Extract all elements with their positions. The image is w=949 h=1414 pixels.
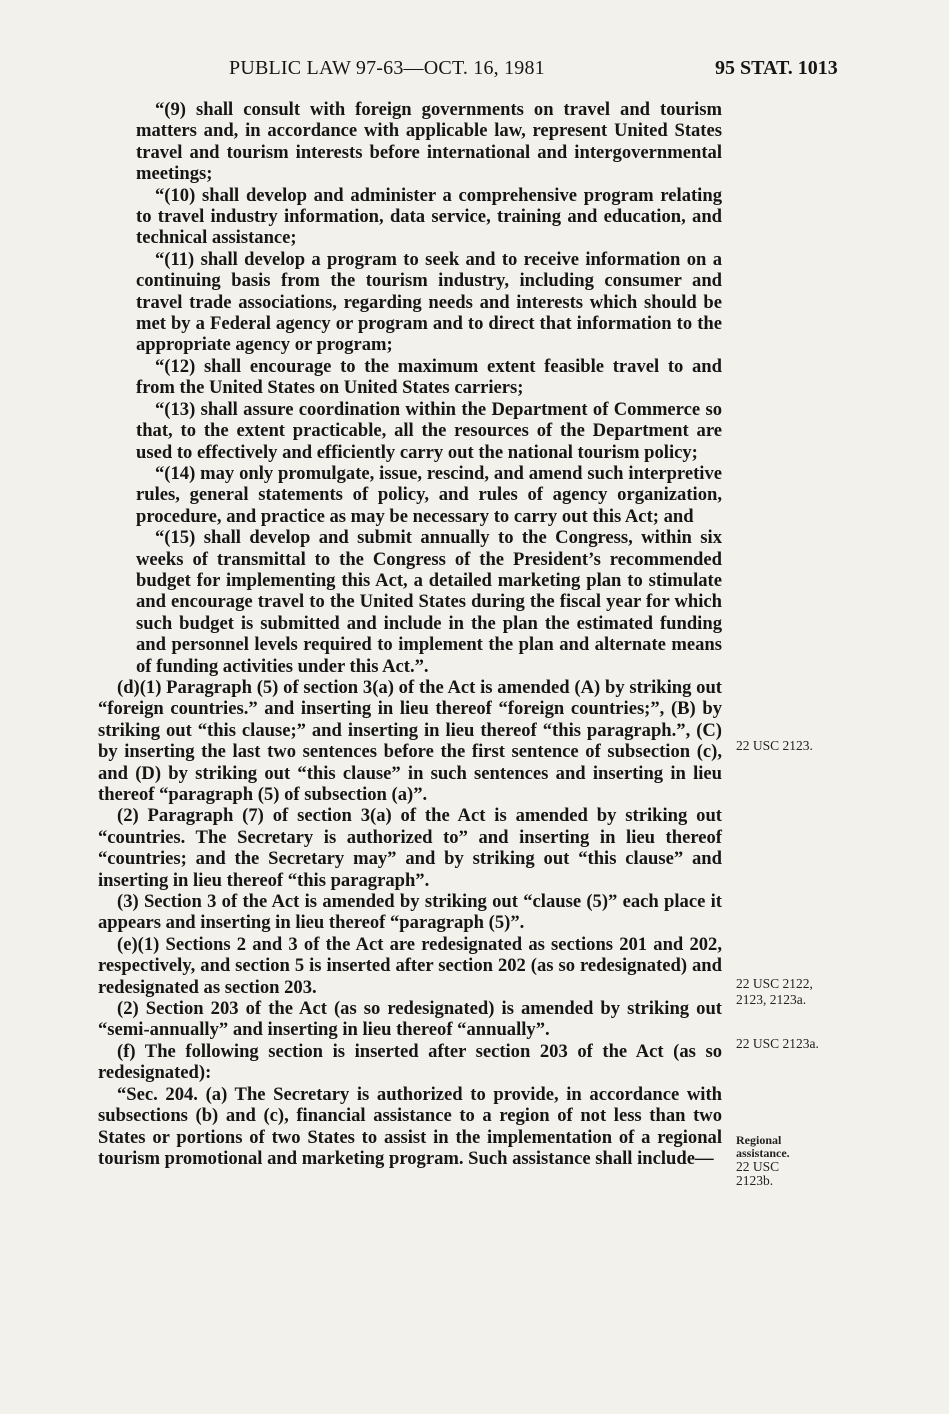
subsection-f: (f) The following section is inserted after section 203 of the Act (as so redesignated): <box>98 1040 722 1084</box>
paragraph-15: “(15) shall develop and submit annually to the Congress, within six weeks of transmittal to the Congress of the President’s recommended budget for implementing this Act, a detailed marketing plan to stimulate and encourage travel to the United States during the fiscal year for which such budget is submitted and include in the plan the estimated funding and personnel levels required to implement the plan and alternate means of funding activities under this Act.”. <box>136 527 722 677</box>
paragraph-14: “(14) may only promulgate, issue, rescind, and amend such interpretive rules, general statements of policy, and rules of agency organization, procedure, and practice as may be necessary to carry out this Act; and <box>136 462 722 527</box>
margin-note-usc-2123a: 22 USC 2123a. <box>736 1036 819 1051</box>
paragraph-13: “(13) shall assure coordination within the Department of Commerce so that, to the extent practicable, all the resources of the Department are used to effectively and efficiently carry out the national tourism policy; <box>136 398 722 463</box>
paragraph-10: “(10) shall develop and administer a comprehensive program relating to travel industry information, data service, training and education, and technical assistance; <box>136 184 722 249</box>
paragraph-11: “(11) shall develop a program to seek and to receive information on a continuing basis from the tourism industry, including consumer and travel trade associations, regarding needs and interests which should be met by a Federal agency or program and to direct that information to the appropriate agency or program; <box>136 248 722 356</box>
subsection-e1: (e)(1) Sections 2 and 3 of the Act are redesignated as sections 201 and 202, respectively, and section 5 is inserted after section 202 (as so redesignated) and redesignated as section 203. <box>98 933 722 998</box>
section-204: “Sec. 204. (a) The Secretary is authorized to provide, in accordance with subsections (b) and (c), financial assistance to a region of not less than two States or portions of two States to assist in the implementation of a regional tourism promotional and marketing program. Such assistance shall include— <box>98 1083 722 1169</box>
subsection-e2: (2) Section 203 of the Act (as so redesignated) is amended by striking out “semi-annually” and inserting in lieu thereof “annually”. <box>98 998 722 1041</box>
subsection-d2: (2) Paragraph (7) of section 3(a) of the Act is amended by striking out “countries. The Secretary is authorized to” and inserting in lieu thereof “countries; and the Secretary may” and by striking out “this clause” and inserting in lieu thereof “this paragraph”. <box>98 805 722 891</box>
public-law-title: PUBLIC LAW 97-63—OCT. 16, 1981 <box>229 57 545 79</box>
quoted-paragraphs <box>98 99 722 677</box>
page-header <box>0 57 949 87</box>
usc-2123b-citation: 22 USC 2123b. <box>736 1159 780 1188</box>
subsection-d1: (d)(1) Paragraph (5) of section 3(a) of the Act is amended (A) by striking out “foreign countries.” and inserting in lieu thereof “foreign countries;”, (B) by striking out “this clause;” and inserting in lieu thereof “this paragraph.”, (C) by inserting the last two sentences before the first sentence of subsection (c), and (D) by striking out “this clause” in such sentences and inserting in lieu thereof “paragraph (5) of subsection (a)”. <box>98 676 722 805</box>
regional-assistance-label: Regional assistance. <box>736 1133 790 1160</box>
paragraph-12: “(12) shall encourage to the maximum extent feasible travel to and from the United States on United States carriers; <box>136 355 722 399</box>
paragraph-9: “(9) shall consult with foreign governments on travel and tourism matters and, in accordance with applicable law, represent United States travel and tourism interests before international and intergovernmental meetings; <box>136 99 722 185</box>
law-text <box>98 99 722 1169</box>
subsection-d3: (3) Section 3 of the Act is amended by striking out “clause (5)” each place it appears and inserting in lieu thereof “paragraph (5)”. <box>98 891 722 934</box>
margin-note-usc-2123: 22 USC 2123. <box>736 738 813 753</box>
margin-note-usc-2122: 22 USC 2122, 2123, 2123a. <box>736 976 813 1007</box>
margin-note-regional-assistance <box>736 1134 811 1188</box>
statute-page-number: 95 STAT. 1013 <box>715 57 838 79</box>
